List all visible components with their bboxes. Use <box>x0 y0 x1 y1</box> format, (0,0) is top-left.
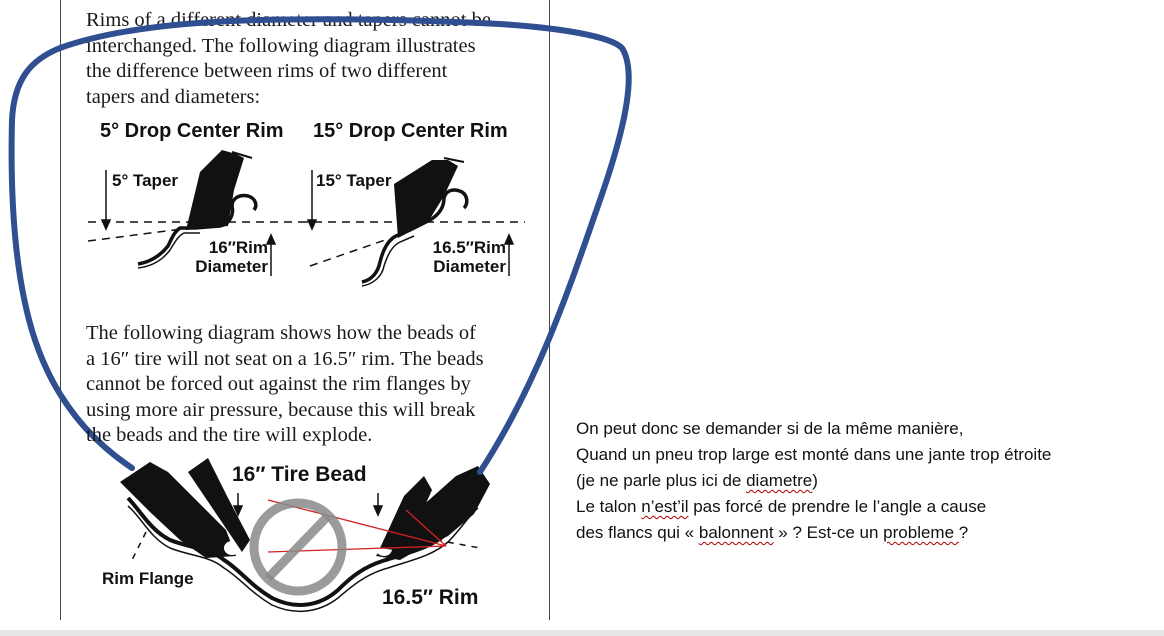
diameter-line: 16″Rim <box>208 238 268 257</box>
diameter-line: 16.5″Rim <box>432 238 506 257</box>
paragraph-line: Rims of a different diameter and tapers cannot be <box>86 9 491 31</box>
note-text: Le talon <box>576 497 642 516</box>
diagram-title-5-degree: 5° Drop Center Rim <box>100 120 284 142</box>
right-diameter-label <box>412 238 506 276</box>
right-tire-bead <box>394 160 458 238</box>
paragraph-line: the difference between rims of two different <box>86 60 448 82</box>
left-taper-indicator <box>102 170 110 229</box>
note-text: pas forcé de prendre le l’angle a cause <box>688 497 987 516</box>
diameter-line: Diameter <box>195 257 268 276</box>
note-line <box>576 468 1051 494</box>
spellcheck-word[interactable]: diametre <box>746 471 813 490</box>
diagram-title-15-degree: 15° Drop Center Rim <box>313 120 508 142</box>
prohibition-icon <box>254 503 342 591</box>
diameter-line: Diameter <box>433 257 506 276</box>
paragraph-line: The following diagram shows how the beads of <box>86 322 476 344</box>
note-text: (je ne parle plus ici de <box>576 471 747 490</box>
french-note <box>576 416 1051 546</box>
note-line: Quand un pneu trop large est monté dans une jante trop étroite <box>576 445 1052 464</box>
note-line: On peut donc se demander si de la même manière, <box>576 419 964 438</box>
left-taper-label: 5° Taper <box>112 171 179 190</box>
paragraph-line: interchanged. The following diagram illustrates <box>86 34 476 57</box>
left-tire-bead <box>186 150 244 230</box>
note-text: ? <box>958 523 969 542</box>
paragraph-line: the beads and the tire will explode. <box>86 424 373 446</box>
note-text: des flancs qui « <box>576 523 699 542</box>
right-taper-label: 15° Taper <box>316 171 392 190</box>
rim-size-label: 16.5″ Rim <box>382 586 479 609</box>
left-diameter-label <box>182 238 268 276</box>
note-line <box>576 494 1051 520</box>
paragraph-line: a 16″ tire will not seat on a 16.5″ rim. The beads <box>86 347 484 370</box>
spellcheck-word[interactable]: probleme <box>883 523 959 542</box>
note-line <box>576 520 1051 546</box>
spellcheck-word[interactable]: n’est’il <box>641 497 689 516</box>
paragraph-line: using more air pressure, because this will break <box>86 398 476 421</box>
paragraph-line: cannot be forced out against the rim flanges by <box>86 373 471 395</box>
tire-bead-title: 16″ Tire Bead <box>232 463 367 486</box>
note-text: ) <box>812 471 818 490</box>
note-text: » ? Est-ce un <box>773 523 884 542</box>
paragraph-line: tapers and diameters: <box>86 85 261 108</box>
right-taper-indicator <box>308 170 316 229</box>
left-diameter-arrow <box>267 235 275 276</box>
spellcheck-word[interactable]: balonnent <box>698 523 774 542</box>
rim-flange-label: Rim Flange <box>102 569 194 588</box>
right-diameter-arrow <box>505 235 513 276</box>
bead-paragraph <box>86 321 526 449</box>
